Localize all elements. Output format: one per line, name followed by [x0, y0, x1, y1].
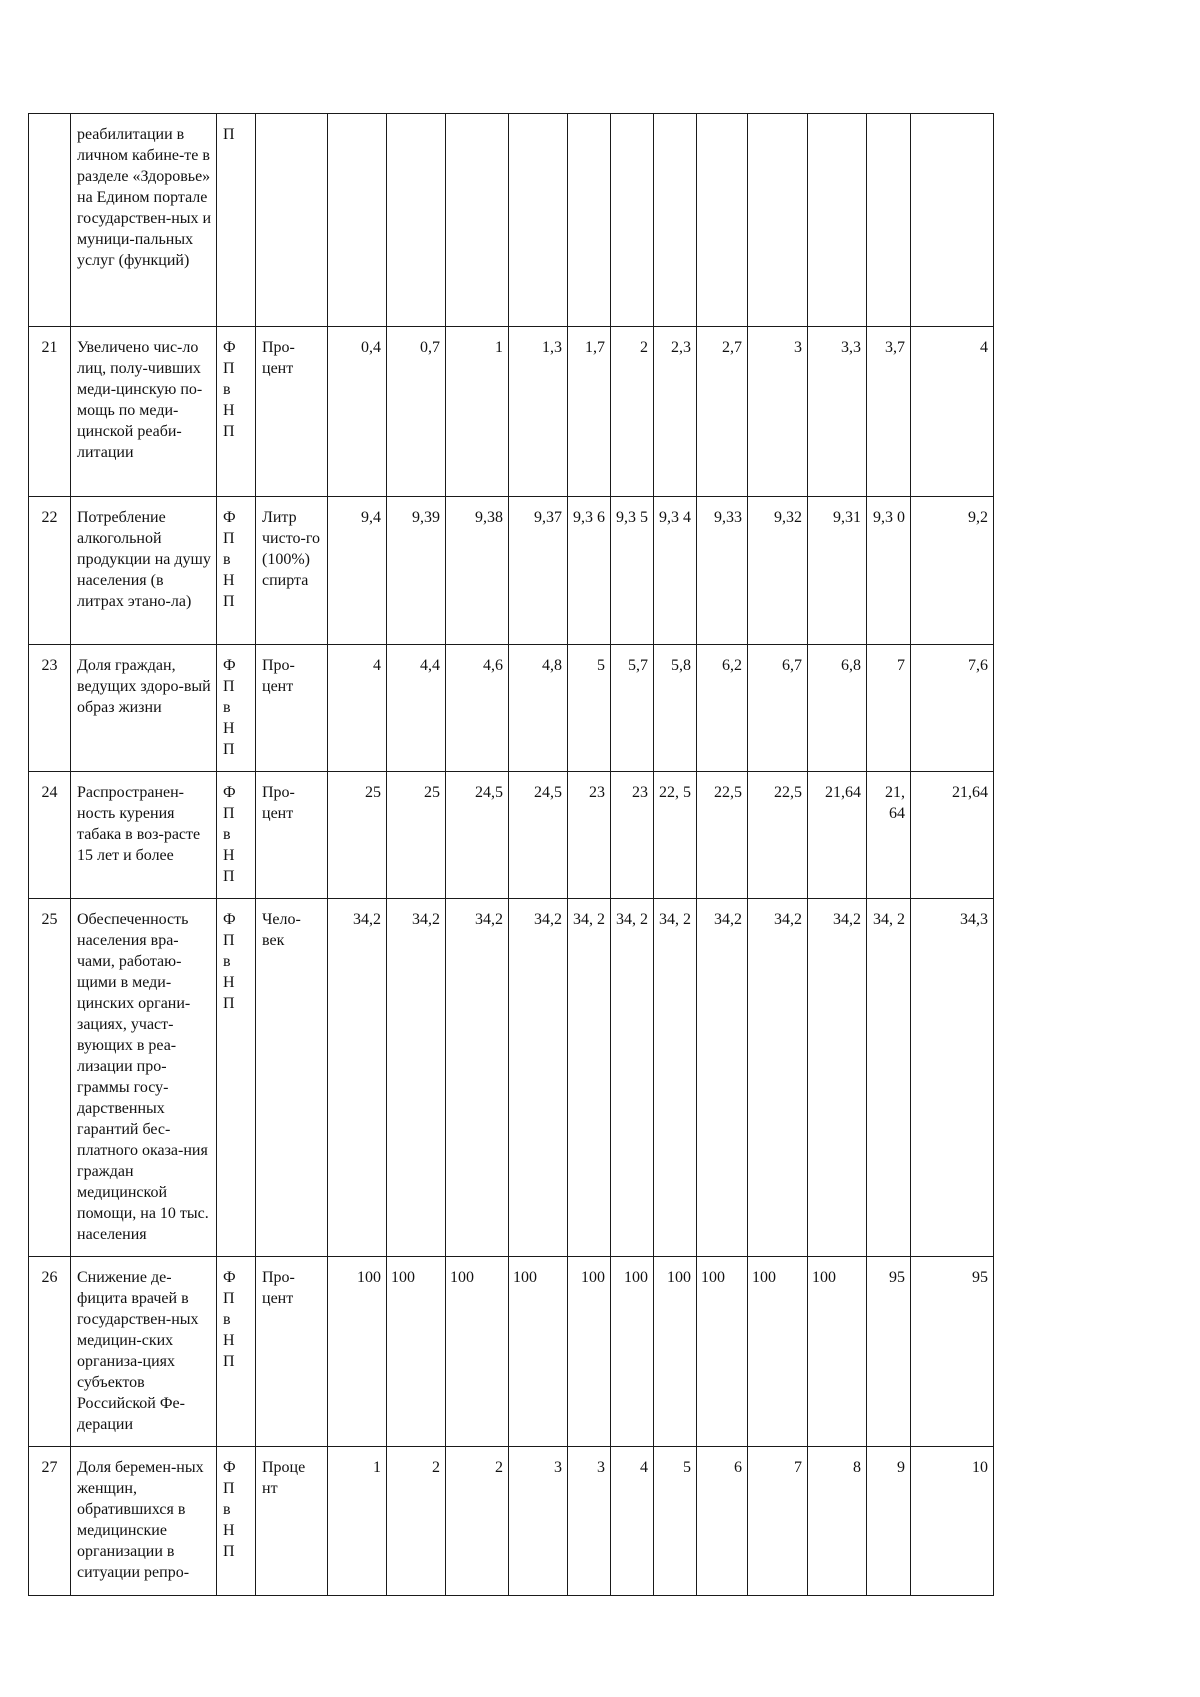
value-cell: 4,4	[387, 645, 446, 772]
value-cell: 9,38	[446, 497, 509, 645]
value-cell	[911, 114, 994, 327]
value-cell: 9,4	[328, 497, 387, 645]
table-row	[29, 114, 994, 327]
value-cell: 100	[808, 1257, 867, 1447]
value-cell: 100	[509, 1257, 568, 1447]
value-cell: 22,5	[697, 772, 748, 899]
value-cell: 34,2	[748, 899, 808, 1257]
value-cell: 5	[568, 645, 611, 772]
value-cell: 34,2	[387, 899, 446, 1257]
value-cell: 100	[697, 1257, 748, 1447]
value-cell: 23	[568, 772, 611, 899]
table-row	[29, 497, 994, 645]
value-cell: 1	[446, 327, 509, 497]
table-row	[29, 899, 994, 1257]
row-number: 22	[29, 497, 71, 645]
value-cell: 3	[568, 1447, 611, 1596]
indicator-type: Ф П в Н П	[217, 1447, 256, 1596]
value-cell: 4,6	[446, 645, 509, 772]
value-cell: 5,7	[611, 645, 654, 772]
value-cell	[697, 114, 748, 327]
value-cell: 34,3	[911, 899, 994, 1257]
value-cell	[748, 114, 808, 327]
unit: Про-цент	[256, 1257, 328, 1447]
value-cell: 100	[387, 1257, 446, 1447]
value-cell: 23	[611, 772, 654, 899]
value-cell: 4	[328, 645, 387, 772]
value-cell: 2,7	[697, 327, 748, 497]
unit: Чело-век	[256, 899, 328, 1257]
value-cell: 3	[509, 1447, 568, 1596]
value-cell: 9,39	[387, 497, 446, 645]
value-cell: 25	[328, 772, 387, 899]
value-cell: 100	[611, 1257, 654, 1447]
table-row	[29, 327, 994, 497]
value-cell: 34, 2	[611, 899, 654, 1257]
value-cell	[568, 114, 611, 327]
value-cell: 9,3 6	[568, 497, 611, 645]
value-cell: 9,3 5	[611, 497, 654, 645]
value-cell	[654, 114, 697, 327]
value-cell: 3	[748, 327, 808, 497]
value-cell: 6,7	[748, 645, 808, 772]
value-cell: 21,64	[808, 772, 867, 899]
unit	[256, 114, 328, 327]
row-number: 25	[29, 899, 71, 1257]
value-cell: 1,7	[568, 327, 611, 497]
value-cell: 5,8	[654, 645, 697, 772]
value-cell: 100	[446, 1257, 509, 1447]
value-cell: 21, 64	[867, 772, 911, 899]
value-cell: 2	[446, 1447, 509, 1596]
value-cell: 4	[611, 1447, 654, 1596]
unit: Про-цент	[256, 327, 328, 497]
value-cell: 9,2	[911, 497, 994, 645]
value-cell: 9,3 0	[867, 497, 911, 645]
value-cell: 6,2	[697, 645, 748, 772]
indicator-name: реабилитации в личном кабине-те в разделе «Здоровье» на Едином портале государствен-ных и муници-пальных услуг (функций)	[71, 114, 217, 327]
value-cell: 24,5	[509, 772, 568, 899]
indicator-name: Обеспеченность населения вра-чами, работаю-щими в меди-цинских органи-зациях, участ-вующих в реа-лизации про-граммы госу-дарственных гарантий бес-платного оказа-ния граждан медицинской помощи, на 10 тыс. населения	[71, 899, 217, 1257]
table-row	[29, 1257, 994, 1447]
row-number	[29, 114, 71, 327]
row-number: 27	[29, 1447, 71, 1596]
indicator-name: Увеличено чис-ло лиц, полу-чивших меди-цинскую по-мощь по меди-цинской реаби-литации	[71, 327, 217, 497]
value-cell: 34, 2	[654, 899, 697, 1257]
value-cell: 2	[611, 327, 654, 497]
indicator-name: Снижение де-фицита врачей в государствен-ных медицин-ских организа-циях субъектов Российской Фе-дерации	[71, 1257, 217, 1447]
value-cell: 34, 2	[568, 899, 611, 1257]
value-cell	[387, 114, 446, 327]
indicator-name: Доля граждан, ведущих здоро-вый образ жизни	[71, 645, 217, 772]
value-cell: 10	[911, 1447, 994, 1596]
indicator-name: Распространен-ность курения табака в воз-расте 15 лет и более	[71, 772, 217, 899]
unit: Про-цент	[256, 645, 328, 772]
value-cell: 4	[911, 327, 994, 497]
indicators-table	[28, 113, 994, 1596]
value-cell: 2	[387, 1447, 446, 1596]
value-cell: 6,8	[808, 645, 867, 772]
value-cell: 6	[697, 1447, 748, 1596]
indicator-type: Ф П в Н П	[217, 1257, 256, 1447]
value-cell: 8	[808, 1447, 867, 1596]
value-cell: 34, 2	[867, 899, 911, 1257]
value-cell: 34,2	[446, 899, 509, 1257]
value-cell: 7	[748, 1447, 808, 1596]
value-cell	[328, 114, 387, 327]
value-cell: 34,2	[808, 899, 867, 1257]
value-cell: 9,32	[748, 497, 808, 645]
value-cell: 0,7	[387, 327, 446, 497]
value-cell: 34,2	[697, 899, 748, 1257]
value-cell: 9	[867, 1447, 911, 1596]
value-cell: 22, 5	[654, 772, 697, 899]
value-cell: 5	[654, 1447, 697, 1596]
value-cell: 34,2	[509, 899, 568, 1257]
value-cell: 3,7	[867, 327, 911, 497]
row-number: 21	[29, 327, 71, 497]
row-number: 23	[29, 645, 71, 772]
indicator-type: Ф П в Н П	[217, 899, 256, 1257]
value-cell: 100	[568, 1257, 611, 1447]
value-cell: 34,2	[328, 899, 387, 1257]
value-cell: 100	[654, 1257, 697, 1447]
value-cell: 9,3 4	[654, 497, 697, 645]
value-cell: 22,5	[748, 772, 808, 899]
value-cell: 21,64	[911, 772, 994, 899]
indicator-type: Ф П в Н П	[217, 327, 256, 497]
table-row	[29, 645, 994, 772]
value-cell: 95	[911, 1257, 994, 1447]
value-cell: 24,5	[446, 772, 509, 899]
value-cell: 1	[328, 1447, 387, 1596]
value-cell: 9,33	[697, 497, 748, 645]
value-cell: 4,8	[509, 645, 568, 772]
indicator-type: П	[217, 114, 256, 327]
value-cell: 3,3	[808, 327, 867, 497]
indicator-type: Ф П в Н П	[217, 497, 256, 645]
indicator-type: Ф П в Н П	[217, 772, 256, 899]
value-cell	[808, 114, 867, 327]
value-cell: 95	[867, 1257, 911, 1447]
table-row	[29, 772, 994, 899]
value-cell	[611, 114, 654, 327]
table-row	[29, 1447, 994, 1596]
value-cell: 7,6	[911, 645, 994, 772]
value-cell: 9,37	[509, 497, 568, 645]
indicator-name: Потребление алкогольной продукции на душу населения (в литрах этано-ла)	[71, 497, 217, 645]
unit: Литр чисто-го (100%) спирта	[256, 497, 328, 645]
value-cell	[509, 114, 568, 327]
value-cell	[446, 114, 509, 327]
unit: Про-цент	[256, 772, 328, 899]
indicator-name: Доля беремен-ных женщин, обратившихся в медицинские организации в ситуации репро-	[71, 1447, 217, 1596]
value-cell: 9,31	[808, 497, 867, 645]
value-cell: 0,4	[328, 327, 387, 497]
unit: Проце нт	[256, 1447, 328, 1596]
value-cell: 100	[748, 1257, 808, 1447]
value-cell: 25	[387, 772, 446, 899]
value-cell: 2,3	[654, 327, 697, 497]
row-number: 26	[29, 1257, 71, 1447]
row-number: 24	[29, 772, 71, 899]
value-cell: 7	[867, 645, 911, 772]
value-cell	[867, 114, 911, 327]
value-cell: 1,3	[509, 327, 568, 497]
indicator-type: Ф П в Н П	[217, 645, 256, 772]
value-cell: 100	[328, 1257, 387, 1447]
